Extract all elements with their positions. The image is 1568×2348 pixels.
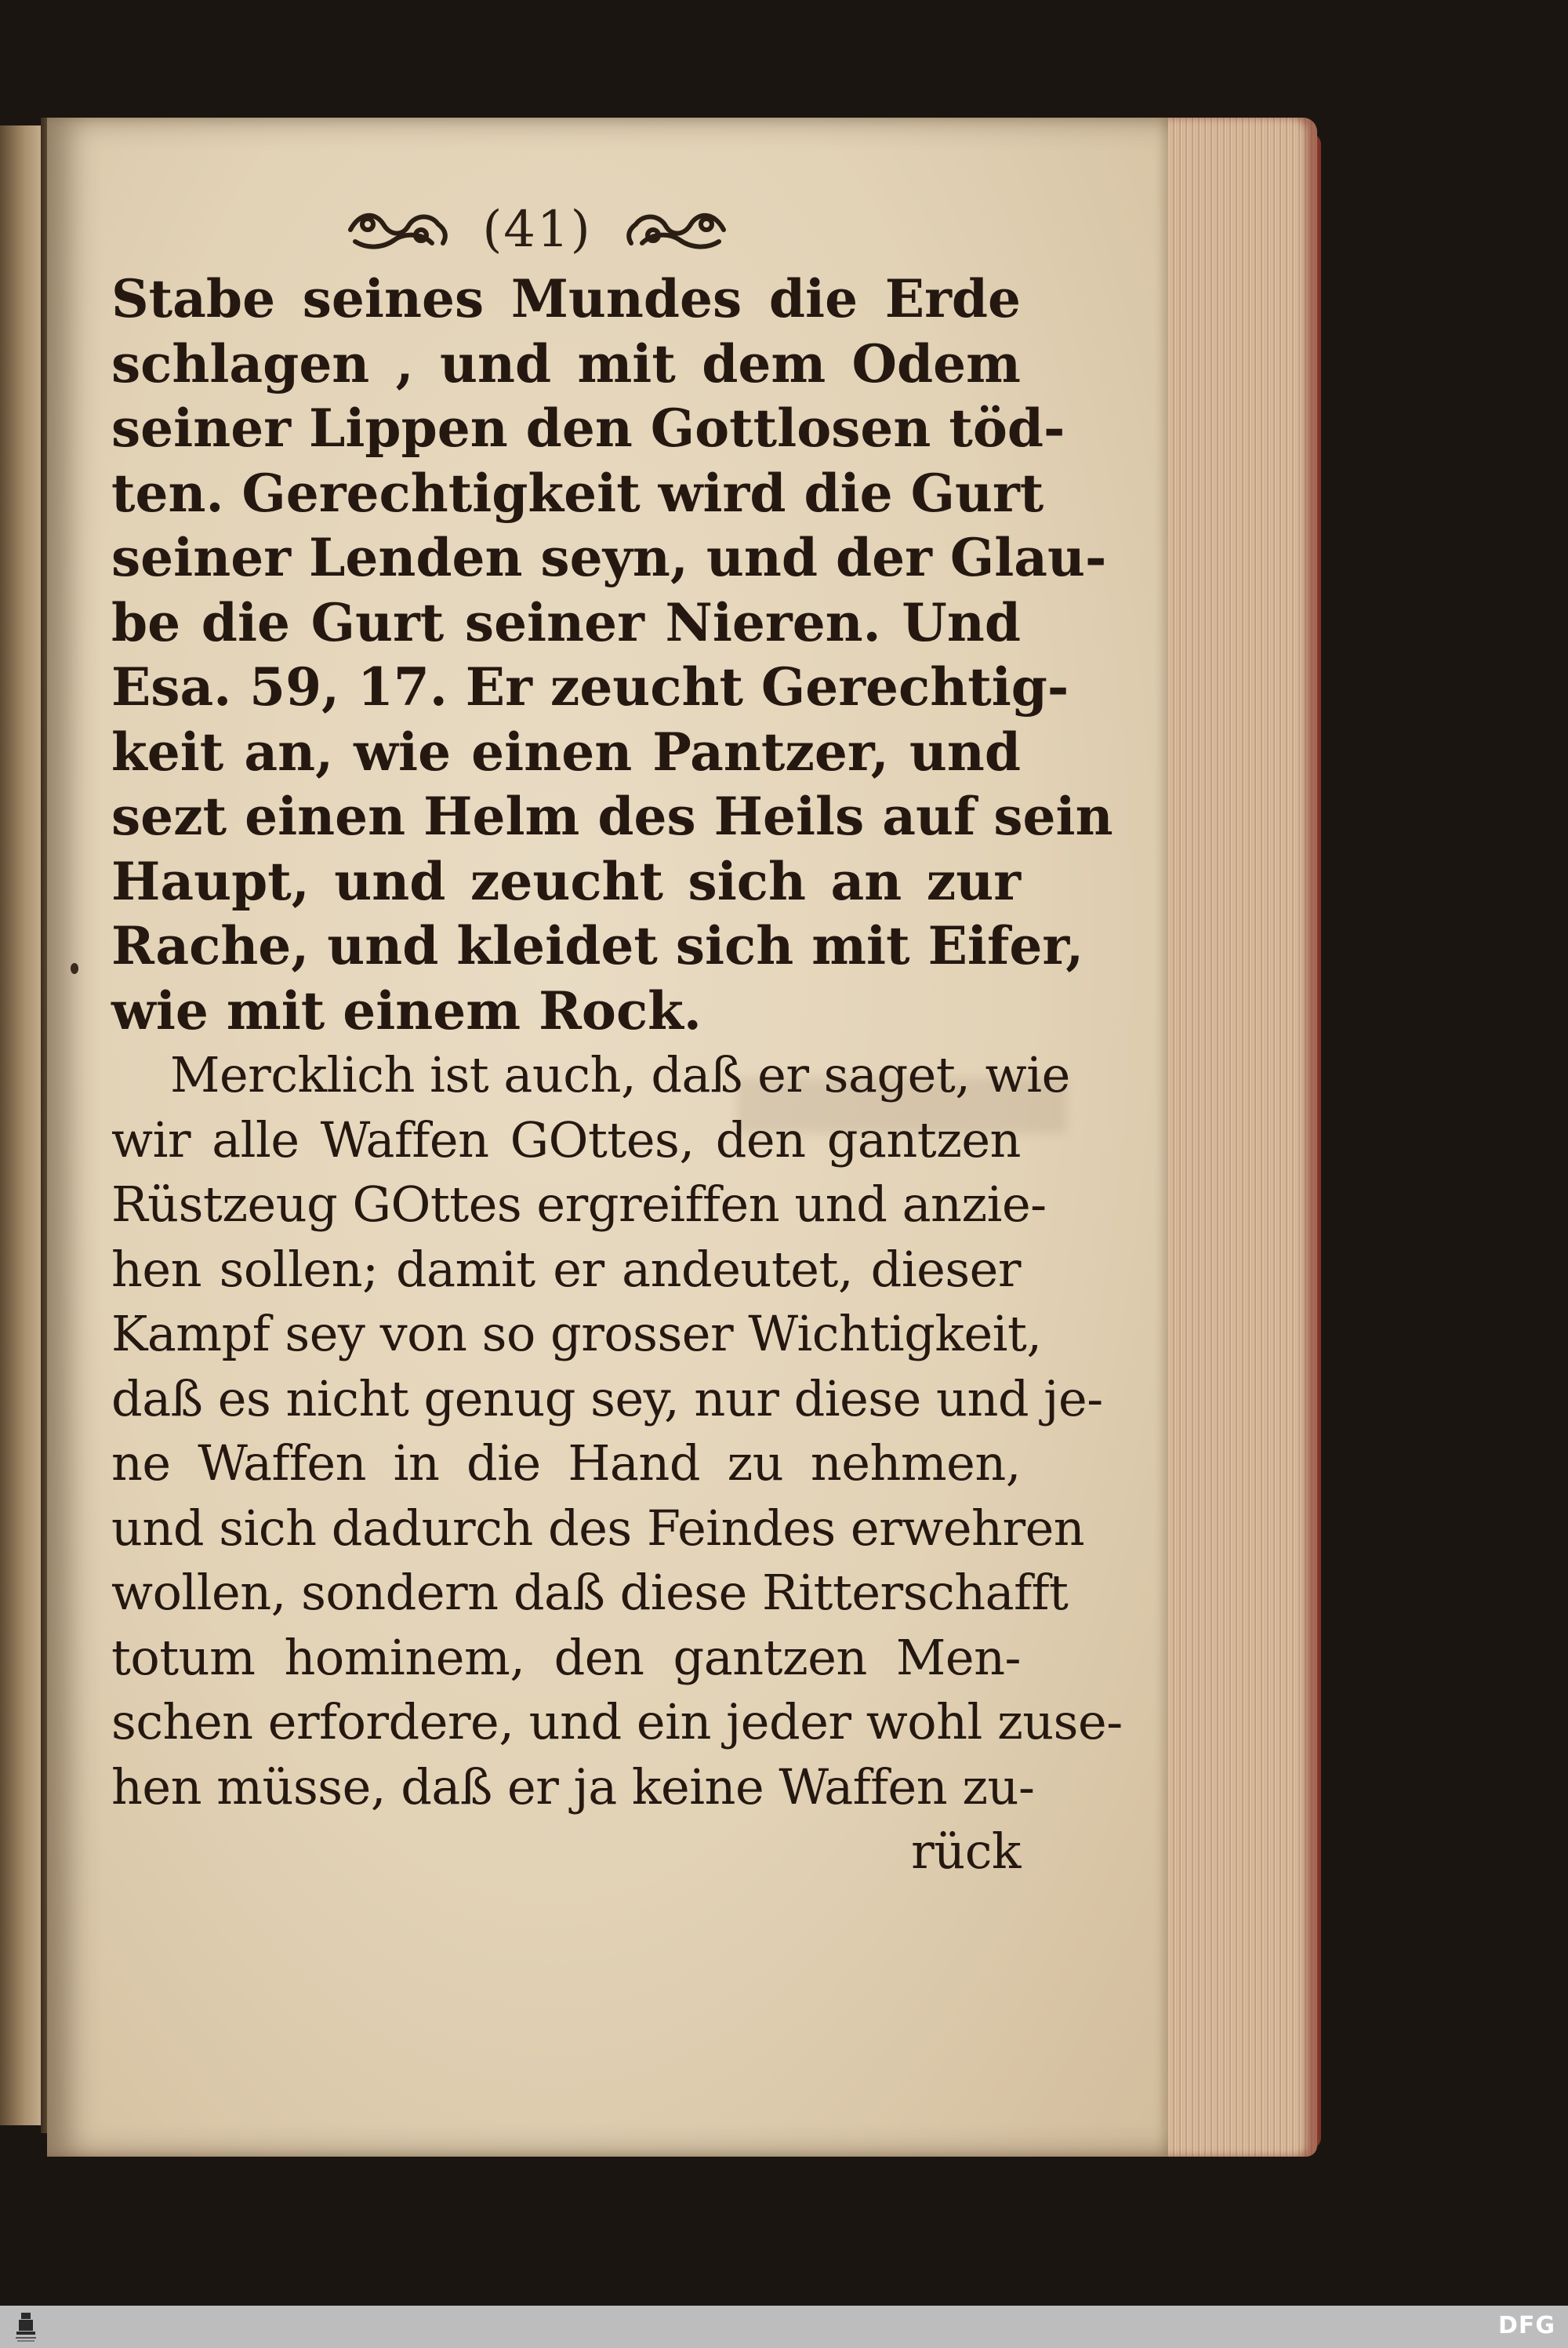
catchword: rück [911,1823,1021,1880]
text-line: hen müsse, daß er ja keine Waffen zu- [111,1757,1035,1816]
text-line: schen erfordere, und ein jeder wohl zuse- [111,1693,1123,1750]
library-logo-icon [14,2310,38,2343]
text-line: seiner Lenden seyn, und der Glau- [111,527,1107,588]
text-line: be die Gurt seiner Nieren. Und [111,591,1021,653]
text-line: ne Waffen in die Hand zu nehmen, [111,1434,1021,1492]
page-number: (41) [482,201,592,259]
ink-spot [71,963,78,974]
text-line: wir alle Waffen GOttes, den gantzen [111,1110,1021,1169]
page-edges [1164,118,1317,2157]
text-line: Haupt, und zeucht sich an zur [111,850,1021,912]
text-line: wollen, sondern daß diese Ritterschafft [111,1564,1069,1621]
text-line: schlagen , und mit dem Odem [111,333,1021,394]
text-line: Rache, und kleidet sich mit Eifer, [111,915,1084,976]
ornament-icon [344,205,454,254]
page-header [310,194,764,265]
text-line: und sich dadurch des Feindes erwehren [111,1499,1085,1557]
page-text [111,267,1123,1885]
text-line: ten. Gerechtigkeit wird die Gurt [111,462,1044,524]
text-line: keit an, wie einen Pantzer, und [111,721,1021,783]
footer-bar [0,2306,1568,2348]
text-line: Rüstzeug GOttes ergreiffen und anzie- [111,1176,1047,1233]
text-line: sezt einen Helm des Heils auf sein [111,786,1113,847]
ornament-icon [620,205,730,254]
text-line: daß es nicht genug sey, nur diese und je- [111,1369,1103,1427]
text-line: Kampf sey von so grosser Wichtigkeit, [111,1305,1042,1362]
footer-brand: DFG [1497,2312,1555,2339]
text-line: hen sollen; damit er andeutet, dieser [111,1240,1021,1298]
text-line: Stabe seines Mundes die Erde [111,268,1021,329]
text-line: totum hominem, den gantzen Men- [111,1628,1021,1686]
text-line: seiner Lippen den Gottlosen töd- [111,398,1065,459]
paragraph-first-line: Mercklich ist auch, daß er saget, wie [170,1046,1070,1103]
text-line: wie mit einem Rock. [111,980,702,1041]
left-page-edge [0,125,45,2125]
text-line: Esa. 59, 17. Er zeucht Gerechtig- [111,656,1069,718]
